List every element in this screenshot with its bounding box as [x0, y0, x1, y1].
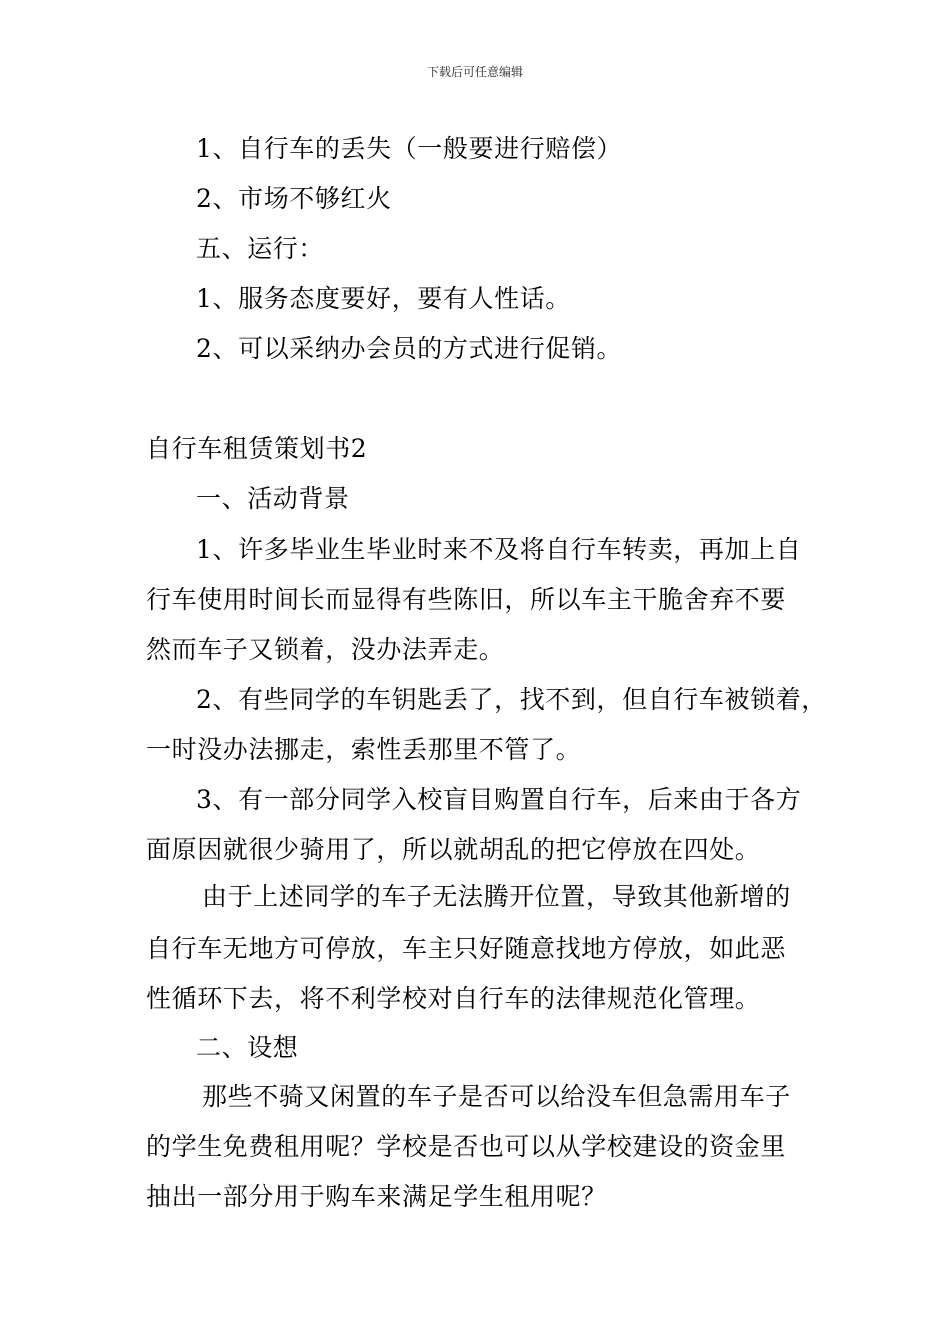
background-paragraph-1-line-1: 1、许多毕业生毕业时来不及将自行车转卖，再加上自 [196, 535, 802, 564]
background-paragraph-1-line-2: 行车使用时间长而显得有些陈旧，所以车主干脆舍弃不要 [146, 585, 787, 614]
background-paragraph-3-line-2: 面原因就很少骑用了，所以就胡乱的把它停放在四处。 [146, 835, 761, 864]
page-header-note: 下载后可任意编辑 [426, 65, 523, 79]
background-paragraph-2-line-2: 一时没办法挪走，索性丢那里不管了。 [146, 735, 582, 764]
document-title: 自行车租赁策划书2 [146, 434, 368, 463]
section-heading-background: 一、活动背景 [196, 484, 350, 513]
background-paragraph-4-line-2: 自行车无地方可停放，车主只好随意找地方停放，如此恶 [146, 934, 787, 963]
operation-item-1: 1、服务态度要好，要有人性话。 [196, 284, 571, 313]
section-heading-operation: 五、运行： [196, 234, 325, 263]
risk-item-2: 2、市场不够红火 [196, 184, 392, 213]
background-paragraph-4-line-3: 性循环下去，将不利学校对自行车的法律规范化管理。 [146, 984, 761, 1013]
background-paragraph-3-line-1: 3、有一部分同学入校盲目购置自行车，后来由于各方 [196, 785, 802, 814]
idea-paragraph-line-3: 抽出一部分用于购车来满足学生租用呢？ [146, 1182, 607, 1211]
risk-item-1: 1、自行车的丢失（一般要进行赔偿） [196, 134, 623, 163]
background-paragraph-1-line-3: 然而车子又锁着，没办法弄走。 [146, 635, 505, 664]
idea-paragraph-line-1: 那些不骑又闲置的车子是否可以给没车但急需用车子 [202, 1082, 791, 1111]
operation-item-2: 2、可以采纳办会员的方式进行促销。 [196, 334, 623, 363]
background-paragraph-2-line-1: 2、有些同学的车钥匙丢了，找不到，但自行车被锁着， [196, 685, 827, 714]
idea-paragraph-line-2: 的学生免费租用呢？学校是否也可以从学校建设的资金里 [146, 1132, 787, 1161]
section-heading-idea: 二、设想 [196, 1033, 299, 1062]
background-paragraph-4-line-1: 由于上述同学的车子无法腾开位置，导致其他新增的 [202, 882, 791, 911]
